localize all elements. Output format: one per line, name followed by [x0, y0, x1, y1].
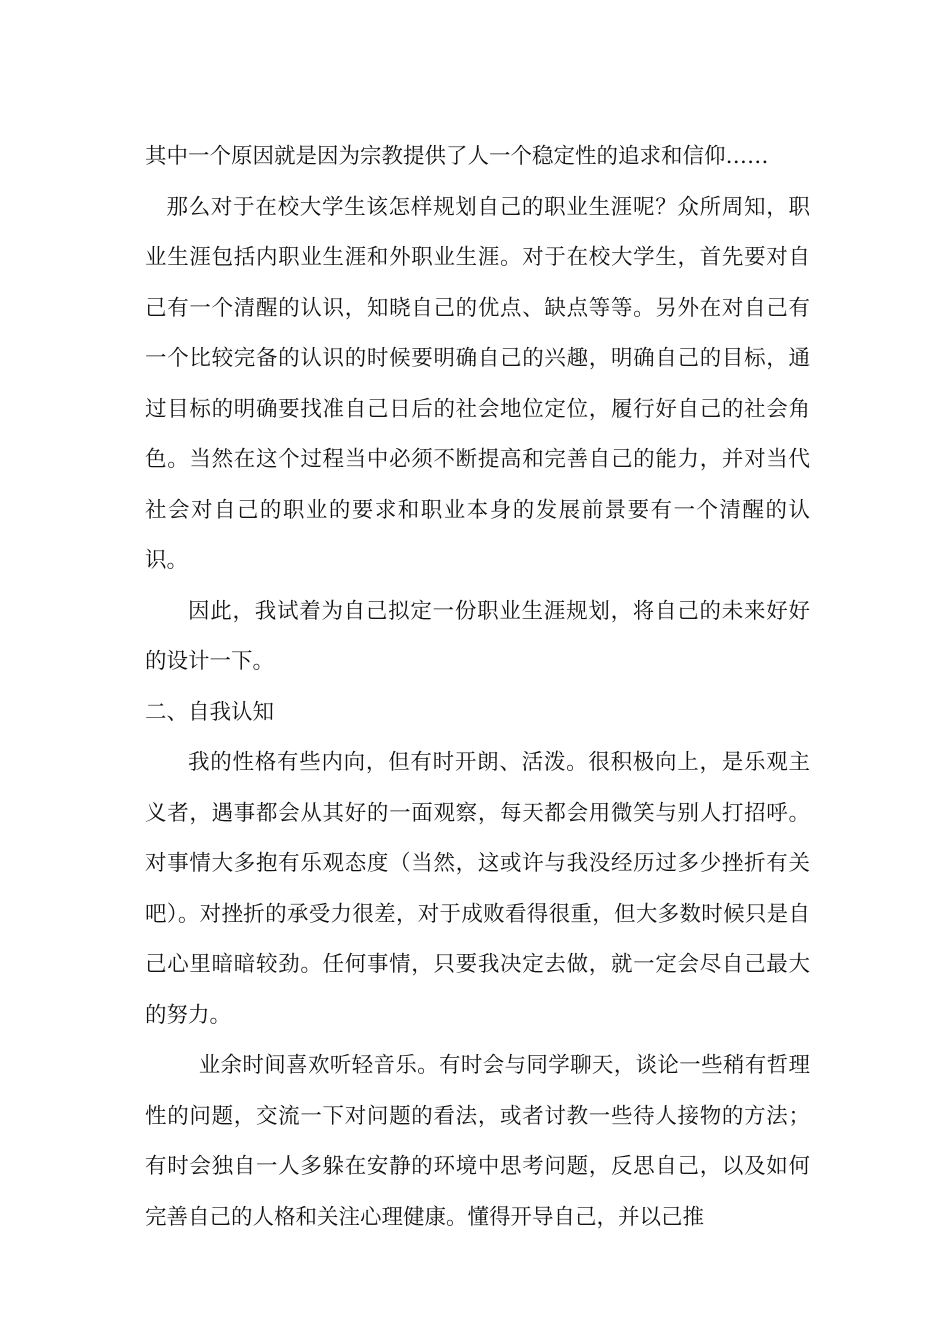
paragraph-therefore: 因此，我试着为自己拟定一份职业生涯规划，将自己的未来好好的设计一下。	[145, 598, 810, 674]
document-body	[145, 132, 810, 1243]
paragraph-continuation: 其中一个原因就是因为宗教提供了人一个稳定性的追求和信仰……	[145, 144, 769, 169]
paragraph-hobbies: 业余时间喜欢听轻音乐。有时会与同学聊天，谈论一些稍有哲理性的问题，交流一下对问题的看法，或者讨教一些待人接物的方法；有时会独自一人多躲在安静的环境中思考问题，反思自己，以及如何完善自己的人格和关注心理健康。懂得开导自己，并以己推	[145, 1053, 810, 1230]
paragraph-personality: 我的性格有些内向，但有时开朗、活泼。很积极向上，是乐观主义者，遇事都会从其好的一面观察，每天都会用微笑与别人打招呼。对事情大多抱有乐观态度（当然，这或许与我没经历过多少挫折有关吧）。对挫折的承受力很差，对于成败看得很重，但大多数时候只是自己心里暗暗较劲。任何事情，只要我决定去做，就一定会尽自己最大的努力。	[145, 750, 810, 1028]
section-heading-self-awareness: 二、自我认知	[145, 699, 275, 725]
paragraph-career-planning: 那么对于在校大学生该怎样规划自己的职业生涯呢？众所周知，职业生涯包括内职业生涯和外职业生涯。对于在校大学生，首先要对自己有一个清醒的认识，知晓自己的优点、缺点等等。另外在对自己有一个比较完备的认识的时候要明确自己的兴趣，明确自己的目标，通过目标的明确要找准自己日后的社会地位定位，履行好自己的社会角色。当然在这个过程当中必须不断提高和完善自己的能力，并对当代社会对自己的职业的要求和职业本身的发展前景要有一个清醒的认识。	[145, 194, 810, 573]
